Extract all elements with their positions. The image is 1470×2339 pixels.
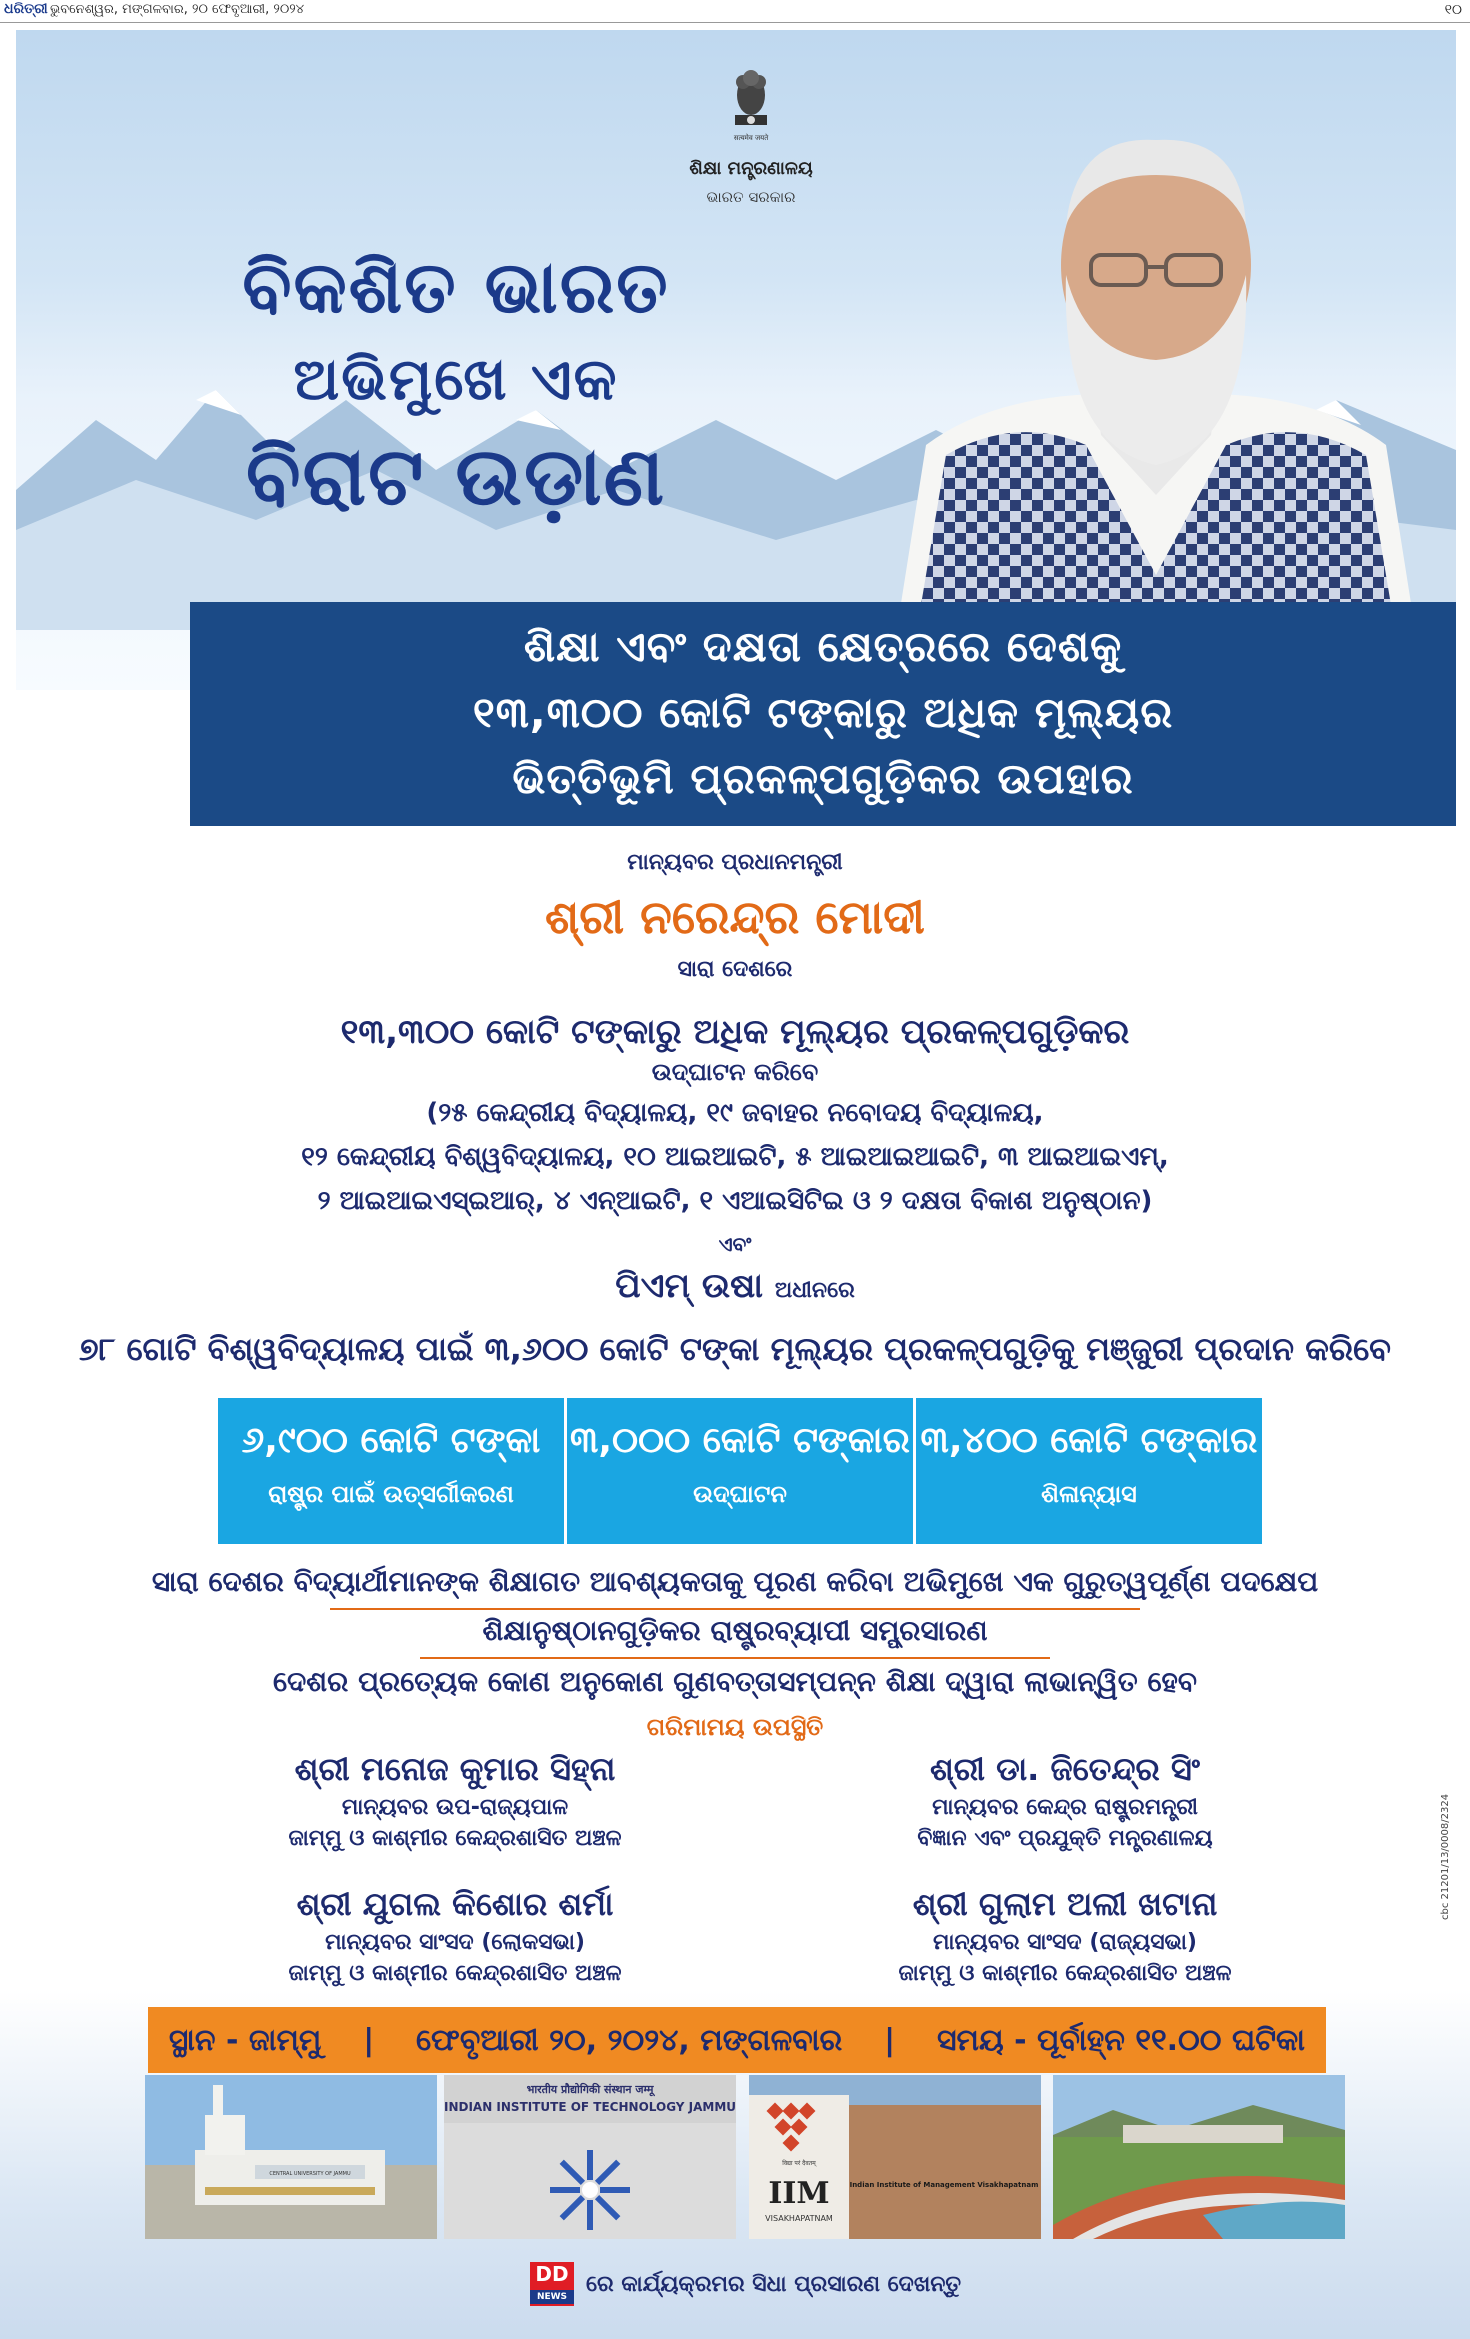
- pm-usha-under: ଅଧୀନରେ: [774, 1278, 855, 1303]
- page-number: ୧୦: [1444, 2, 1462, 18]
- photo-caption: भारतीय प्रौद्योगिकी संस्थान जम्मू: [526, 2083, 654, 2096]
- venue-place: ସ୍ଥାନ - ଜାମ୍ମୁ: [168, 2022, 322, 2058]
- dignitaries-heading: ଗରିମାମୟ ଉପସ୍ଥିତି: [646, 1713, 824, 1741]
- dignitary-name: ଶ୍ରୀ ମନୋଜ କୁମାର ସିହ୍ନା: [294, 1750, 616, 1788]
- dd-logo-top: DD: [535, 2262, 569, 2286]
- banner-line-1: ଶିକ୍ଷା ଏବଂ ଦକ୍ଷତା କ୍ଷେତ୍ରରେ ଦେଶକୁ: [523, 622, 1123, 671]
- photo-caption: Indian Institute of Management Visakhapatnam: [849, 2181, 1039, 2189]
- ministry-name: ଶିକ୍ଷା ମନ୍ତ୍ରଣାଳୟ: [689, 158, 813, 179]
- venue-time: ସମୟ - ପୂର୍ବାହ୍ନ ୧୧.୦୦ ଘଟିକା: [936, 2022, 1305, 2058]
- closing-benefit: ଦେଶର ପ୍ରତ୍ୟେକ କୋଣ ଅନୁକୋଣ ଗୁଣବତ୍ତାସମ୍ପନ୍ନ ଶିକ୍ଷା ଦ୍ୱାରା ଲାଭାନ୍ୱିତ ହେବ: [273, 1665, 1197, 1698]
- dd-broadcast-text: ରେ କାର୍ଯ୍ୟକ୍ରମର ସିଧା ପ୍ରସାରଣ ଦେଖନ୍ତୁ: [586, 2272, 962, 2297]
- pm-usha-name: ପିଏମ୍ ଉଷା: [615, 1266, 764, 1306]
- inaugurate-line: ଉଦ୍‌ଘାଟନ କରିବେ: [651, 1058, 819, 1086]
- photo-iim-visakhapatnam: [749, 2075, 1041, 2239]
- closing-step: ସାରା ଦେଶର ବିଦ୍ୟାର୍ଥୀମାନଙ୍କ ଶିକ୍ଷାଗତ ଆବଶ୍ୟକତାକୁ ପୂରଣ କରିବା ଅଭିମୁଖେ ଏକ ଗୁରୁତ୍ୱପୂର୍ଣ୍ଣ ପଦକ୍ଷେପ: [151, 1565, 1319, 1598]
- separator: |: [363, 2022, 375, 2058]
- stat-inauguration: [567, 1398, 916, 1544]
- government-name: ଭାରତ ସରକାର: [706, 188, 796, 206]
- newspaper-masthead: ଧରିତ୍ରୀ: [4, 1, 48, 17]
- dignitary-region: ଜାମ୍ମୁ ଓ କାଶ୍ମୀର କେନ୍ଦ୍ରଶାସିତ ଅଞ୍ଚଳ: [288, 1961, 622, 1986]
- cbc-code: cbc 21201/13/0008/2324: [1440, 1793, 1451, 1920]
- stat-dedication: [218, 1398, 567, 1544]
- headline-line-2: ଅଭିମୁଖେ ଏକ: [293, 345, 619, 413]
- dignitary-region: ଜାମ୍ମୁ ଓ କାଶ୍ମୀର କେନ୍ଦ୍ରଶାସିତ ଅଞ୍ଚଳ: [898, 1961, 1232, 1986]
- photo-caption: INDIAN INSTITUTE OF TECHNOLOGY JAMMU: [444, 2100, 736, 2114]
- stat-foundation: [916, 1398, 1262, 1544]
- divider: [330, 1608, 1140, 1610]
- stats-box: [218, 1398, 1262, 1544]
- banner-line-3: ଭିତ୍ତିଭୂମି ପ୍ରକଳ୍ପଗୁଡ଼ିକର ଉପହାର: [512, 754, 1134, 803]
- dd-news-logo: [530, 2262, 574, 2306]
- stat-amount: ୩,୪୦୦ କୋଟି ଟଙ୍କାର: [920, 1420, 1258, 1461]
- institutions-line-1: (୨୫ କେନ୍ଦ୍ରୀୟ ବିଦ୍ୟାଳୟ, ୧୯ ଜବାହର ନବୋଦୟ ବିଦ୍ୟାଳୟ,: [426, 1098, 1044, 1128]
- dignitary-region: ଜାମ୍ମୁ ଓ କାଶ୍ମୀର କେନ୍ଦ୍ରଶାସିତ ଅଞ୍ଚଳ: [288, 1826, 622, 1851]
- sanction-line: ୭୮ ଗୋଟି ବିଶ୍ୱବିଦ୍ୟାଳୟ ପାଇଁ ୩,୬୦୦ କୋଟି ଟଙ୍କା ମୂଲ୍ୟର ପ୍ରକଳ୍ପଗୁଡ଼ିକୁ ମଞ୍ଜୁରୀ ପ୍ରଦାନ କରିବେ: [79, 1330, 1391, 1368]
- dignitary-designation: ମାନ୍ୟବର ଉପ-ରାଜ୍ୟପାଳ: [341, 1795, 569, 1820]
- photo-central-university: [145, 2075, 437, 2239]
- dignitary: [195, 1750, 715, 1851]
- dignitary-designation: ମାନ୍ୟବର କେନ୍ଦ୍ର ରାଷ୍ଟ୍ରମନ୍ତ୍ରୀ: [932, 1795, 1198, 1820]
- dignitary: [195, 1885, 715, 1986]
- closing-expansion: ଶିକ୍ଷାନୁଷ୍ଠାନଗୁଡ଼ିକର ରାଷ୍ଟ୍ରବ୍ୟାପୀ ସମ୍ପ୍ରସାରଣ: [482, 1614, 988, 1647]
- venue-date: ଫେବୃଆରୀ ୨୦, ୨୦୨୪, ମଙ୍ଗଳବାର: [416, 2022, 843, 2058]
- photo-caption: IIM: [768, 2176, 830, 2211]
- separator: |: [884, 2022, 896, 2058]
- dd-logo-bottom: NEWS: [530, 2290, 574, 2304]
- newspaper-dateline: ଭୁବନେଶ୍ୱର, ମଙ୍ଗଳବାର, ୨୦ ଫେବୃଆରୀ, ୨୦୨୪: [50, 2, 305, 17]
- stat-label: ରାଷ୍ଟ୍ର ପାଇଁ ଉତ୍ସର୍ଗୀକରଣ: [268, 1480, 514, 1508]
- headline-line-1: ବିକଶିତ ଭାରତ: [242, 245, 670, 329]
- dignitary: [805, 1885, 1325, 1986]
- hero-section: [16, 30, 1456, 690]
- dignitary-name: ଶ୍ରୀ ଯୁଗଲ କିଶୋର ଶର୍ମା: [296, 1885, 614, 1923]
- stat-amount: ୬,୯୦୦ କୋଟି ଟଙ୍କା: [241, 1420, 541, 1461]
- stat-label: ଶିଳାନ୍ୟାସ: [1041, 1480, 1137, 1508]
- pm-usha-line: [40, 1266, 1430, 1306]
- institutions-line-2: ୧୨ କେନ୍ଦ୍ରୀୟ ବିଶ୍ୱବିଦ୍ୟାଳୟ, ୧୦ ଆଇଆଇଟି, ୫ ଆଇଆଇଆଇଟି, ୩ ଆଇଆଇଏମ୍,: [301, 1142, 1169, 1172]
- pm-prefix: ମାନ୍ୟବର ପ୍ରଧାନମନ୍ତ୍ରୀ: [627, 850, 843, 875]
- dignitary-name: ଶ୍ରୀ ଗୁଲାମ ଅଲୀ ଖଟାନା: [912, 1885, 1218, 1923]
- photo-campus-track: [1053, 2075, 1345, 2239]
- headline-banner: [190, 602, 1456, 826]
- dignitary-region: ବିଜ୍ଞାନ ଏବଂ ପ୍ରଯୁକ୍ତି ମନ୍ତ୍ରଣାଳୟ: [917, 1826, 1213, 1851]
- photo-caption: CENTRAL UNIVERSITY OF JAMMU: [269, 2171, 351, 2177]
- stat-amount: ୩,୦୦୦ କୋଟି ଟଙ୍କାର: [570, 1420, 910, 1461]
- photo-caption: VISAKHAPATNAM: [765, 2214, 833, 2223]
- divider: [420, 1657, 1050, 1659]
- pm-suffix: ସାରା ଦେଶରେ: [677, 957, 793, 982]
- emblem-motto: सत्यमेव जयते: [733, 134, 769, 142]
- banner-line-2: ୧୩,୩୦୦ କୋଟି ଟଙ୍କାରୁ ଅଧିକ ମୂଲ୍ୟର: [472, 688, 1174, 737]
- dignitary-designation: ମାନ୍ୟବର ସାଂସଦ (ରାଜ୍ୟସଭା): [933, 1930, 1197, 1955]
- photo-caption: विद्या परं दैवतम्: [782, 2160, 816, 2167]
- pm-name: ଶ୍ରୀ ନରେନ୍ଦ୍ର ମୋଦୀ: [545, 890, 925, 944]
- dignitary: [805, 1750, 1325, 1851]
- dignitary-designation: ମାନ୍ୟବର ସାଂସଦ (ଲୋକସଭା): [325, 1930, 585, 1955]
- dignitary-name: ଶ୍ରୀ ଡା. ଜିତେନ୍ଦ୍ର ସିଂ: [929, 1750, 1201, 1788]
- venue-bar: [148, 2007, 1326, 2073]
- institutions-line-3: ୨ ଆଇଆଇଏସ୍‌ଇଆର୍, ୪ ଏନ୍‌ଆଇଟି, ୧ ଏଆଇସିଟିଇ ଓ ୨ ଦକ୍ଷତା ବିକାଶ ଅନୁଷ୍ଠାନ): [317, 1186, 1153, 1216]
- pm-portrait: [856, 115, 1456, 635]
- photo-iit-jammu: [444, 2075, 736, 2239]
- headline-line-3: ବିରାଟ ଉଡ଼ାଣ: [245, 430, 667, 523]
- national-emblem-icon: [721, 60, 781, 150]
- stat-label: ଉଦ୍‌ଘାଟନ: [693, 1480, 787, 1508]
- and-connector: ଏବଂ: [718, 1232, 752, 1256]
- amount-line: ୧୩,୩୦୦ କୋଟି ଟଙ୍କାରୁ ଅଧିକ ମୂଲ୍ୟର ପ୍ରକଳ୍ପଗୁଡ଼ିକର: [340, 1012, 1130, 1052]
